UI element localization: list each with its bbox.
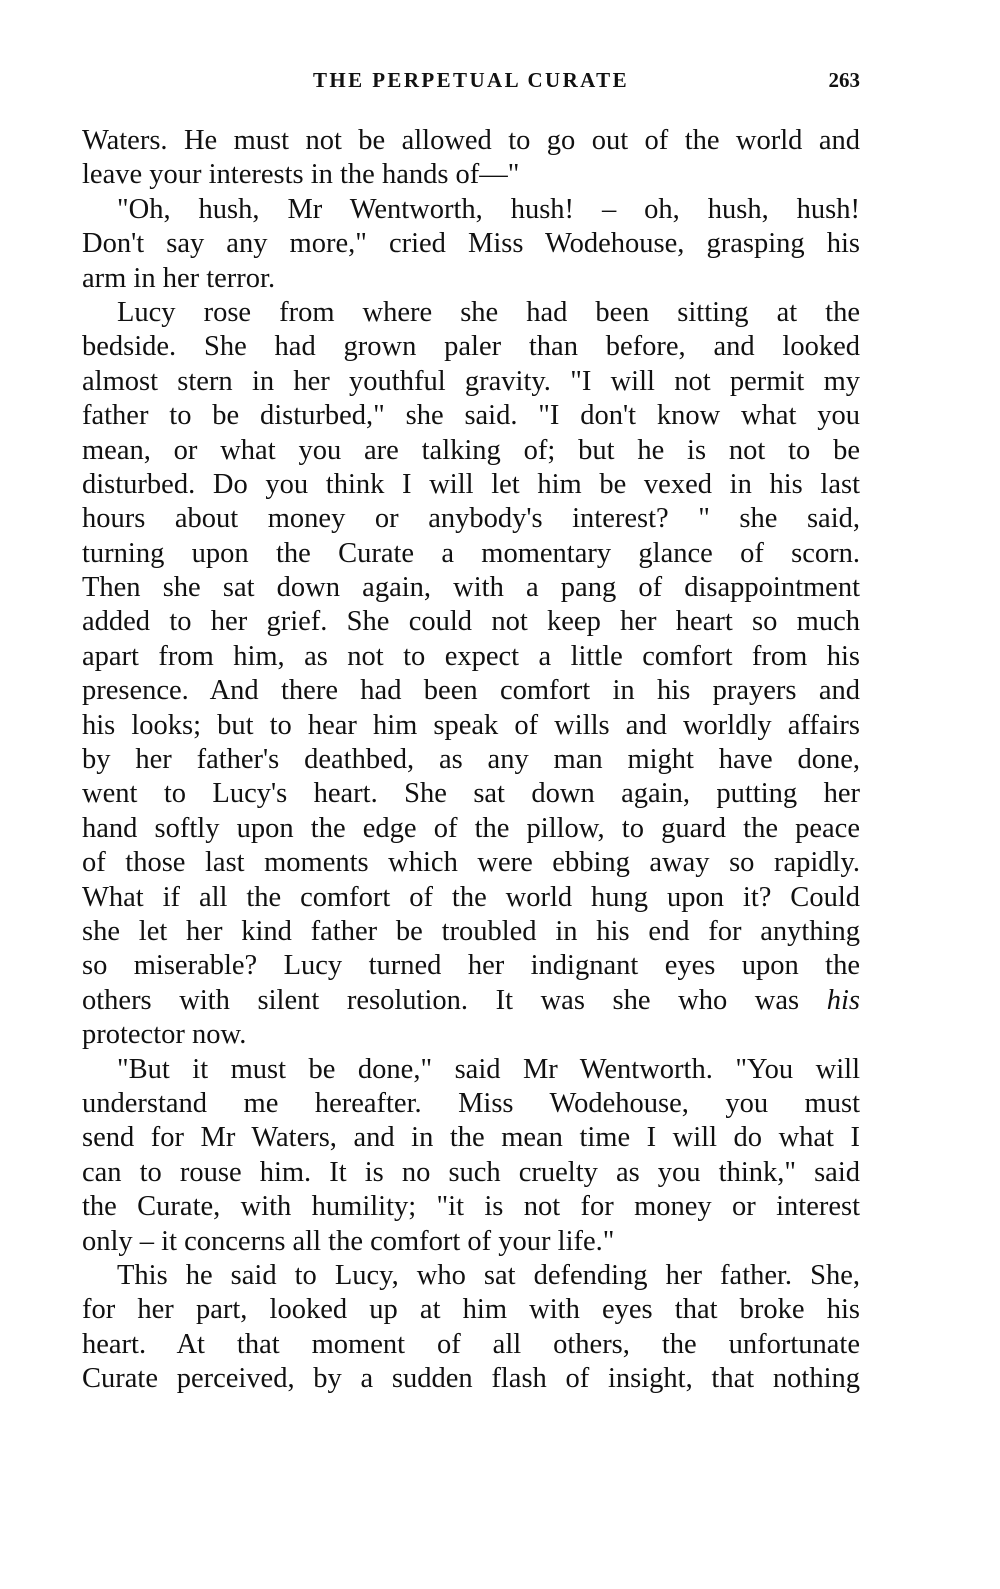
text-line: protector now. xyxy=(82,1019,247,1051)
text-line: What if all the comfort of the world hung upon it? Could xyxy=(82,881,860,913)
text-line: father to be disturbed," she said. "I don't know what you xyxy=(82,400,860,432)
text-line: almost stern in her youthful gravity. "I will not permit my xyxy=(82,365,860,397)
text-line: This he said to Lucy, who sat defending her father. She, xyxy=(117,1259,860,1291)
text-line: "But it must be done," said Mr Wentworth. "You will xyxy=(117,1053,860,1085)
text-line-with-emphasis xyxy=(82,984,860,1018)
text-line: mean, or what you are talking of; but he is not to be xyxy=(82,434,860,466)
text-line: by her father's deathbed, as any man might have done, xyxy=(82,744,860,776)
running-title: THE PERPETUAL CURATE xyxy=(313,68,629,92)
text-line: bedside. She had grown paler than before, and looked xyxy=(82,331,860,363)
text-line: Don't say any more," cried Miss Wodehouse, grasping his xyxy=(82,228,860,260)
text-line: send for Mr Waters, and in the mean time I will do what I xyxy=(82,1122,860,1154)
text-line: hand softly upon the edge of the pillow, to guard the peace xyxy=(82,812,860,844)
text-line: can to rouse him. It is no such cruelty as you think," said xyxy=(82,1156,860,1188)
text-line: presence. And there had been comfort in his prayers and xyxy=(82,675,860,707)
text-line: for her part, looked up at him with eyes that broke his xyxy=(82,1294,860,1326)
text-line: only – it concerns all the comfort of your life." xyxy=(82,1225,615,1257)
text-line: of those last moments which were ebbing away so rapidly. xyxy=(82,847,860,879)
text-line: Then she sat down again, with a pang of disappointment xyxy=(82,572,860,604)
text-line: arm in her terror. xyxy=(82,262,276,294)
emphasis-his: his xyxy=(826,984,860,1016)
text-line: understand me hereafter. Miss Wodehouse, you must xyxy=(82,1087,860,1119)
text-line: she let her kind father be troubled in his end for anything xyxy=(82,915,860,947)
text-line: heart. At that moment of all others, the unfortunate xyxy=(82,1328,860,1360)
text-line: Lucy rose from where she had been sitting at the xyxy=(117,296,860,328)
body-text xyxy=(82,124,860,1396)
text-line: apart from him, as not to expect a little comfort from his xyxy=(82,640,860,672)
text-line: went to Lucy's heart. She sat down again, putting her xyxy=(82,778,860,810)
text-line: his looks; but to hear him speak of wills and worldly affairs xyxy=(82,709,860,741)
text-line: Waters. He must not be allowed to go out of the world and xyxy=(82,125,860,156)
text-line: so miserable? Lucy turned her indignant eyes upon the xyxy=(82,950,860,982)
text-line: hours about money or anybody's interest? " she said, xyxy=(82,503,860,535)
text-line: Curate perceived, by a sudden flash of insight, that nothing xyxy=(82,1363,860,1395)
text-line: turning upon the Curate a momentary glance of scorn. xyxy=(82,537,860,569)
text-line: leave your interests in the hands of—" xyxy=(82,159,520,191)
text-line: the Curate, with humility; "it is not for money or interest xyxy=(82,1191,860,1223)
running-head xyxy=(82,68,860,108)
text-line: added to her grief. She could not keep her heart so much xyxy=(82,606,860,638)
text-line: disturbed. Do you think I will let him be vexed in his last xyxy=(82,468,860,500)
text-segment: others with silent resolution. It was she who was xyxy=(82,984,800,1016)
page-number: 263 xyxy=(828,68,860,92)
text-line: "Oh, hush, Mr Wentworth, hush! – oh, hush, hush! xyxy=(117,193,860,225)
